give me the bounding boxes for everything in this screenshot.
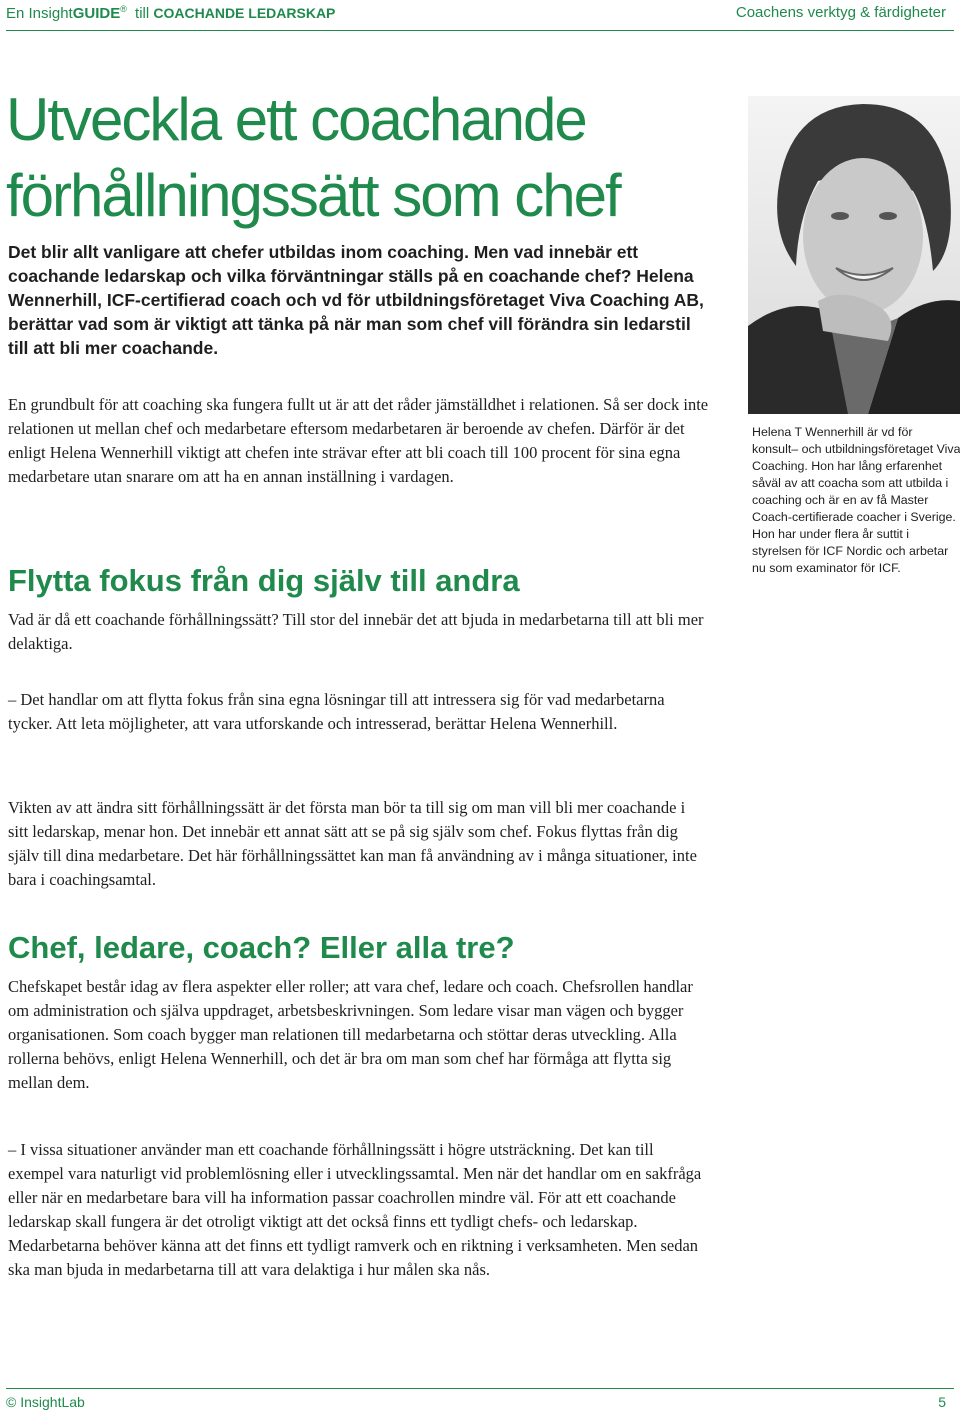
page-number: 5 [938,1394,946,1410]
header-divider [6,30,954,31]
section-heading-fokus: Flytta fokus från dig själv till andra [8,563,520,598]
brand-prefix: En Insight [6,5,73,22]
section-heading-chef-ledare-coach: Chef, ledare, coach? Eller alla tre? [8,930,515,965]
chapter-name: Coachens verktyg & färdigheter [735,4,946,21]
intro-paragraph: En grundbult för att coaching ska fungera fullt ut är att det råder jämställdhet i relationen. Så ser dock inte relationen ut mellan chef och medarbetare eftersom medarbetaren är beroende av chefen. Därför är det enligt Helena Wennerhill viktigt att chefen inte strävar efter att bli coach till 100 procent för sina egna medarbetare utan snarare om att ha en annan inställning i vardagen. [8,395,709,486]
title-line-2: förhållningssätt som chef [6,162,620,229]
section2-paragraph-2: – I vissa situationer använder man ett coachande förhållningssätt i högre utsträckning. Det kan till exempel vara naturligt vid problemlösning eller i utvecklingssamtal. Men när det handlar om en sakfråga eller när en medarbetare bara vill ha information passar coachrollen mindre väl. För att ett coachande ledarskap skall fungera är det otroligt viktigt att det också finns ett tydligt chefs- och ledarskap. Medarbetarna behöver känna att det finns ett tydligt ramverk och en riktning i verksamheten. Men sedan ska man bjuda in medarbetarna till att vara delaktiga i hur målen ska nås. [8,1140,702,1279]
section2-paragraph-1: Chefskapet består idag av flera aspekter eller roller; att vara chef, ledare och coach. Chefsrollen handlar om administration och själva uppdraget, arbetsbeskrivningen. Som ledare visar man vägen och bygger organisationen. Som coach bygger man relationen till medarbetarna och stöttar deras utveckling. Alla rollerna behövs, enligt Helena Wennerhill, och det är bra om man som chef har förmåga att flytta sig mellan dem. [8,977,693,1092]
section1-paragraph-3: Vikten av att ändra sitt förhållningssätt är det första man bör ta till sig om man vill bli mer coachande i sitt ledarskap, menar hon. Det innebär ett annat sätt att se på sig själv som chef. Fokus flyttas från dig själv till dina medarbetare. Det här förhållningssättet kan man få användning av i många situationer, inte bara i coachingsamtal. [8,798,697,889]
lead-paragraph: Det blir allt vanligare att chefer utbildas inom coaching. Men vad innebär ett coachande ledarskap och vilka förväntningar ställs på en coachande chef? Helena Wennerhill, ICF-certifierad coach och vd för utbildningsföretaget Viva Coaching AB, berättar vad som är viktigt att tänka på när man som chef vill förändra sin ledarstil till att bli mer coachande. [8,242,704,358]
photo-caption: Helena T Wennerhill är vd för konsult– och utbildningsföretaget Viva Coaching. Hon har lång erfarenhet såväl av att coacha som att utbilda i coaching och är en av få Master Coach-certifierade coacher i Sverige. Hon har under flera år suttit i styrelsen för ICF Nordic och arbetar nu som examinator för ICF. [752,425,960,575]
registered-mark: ® [120,4,127,14]
footer-copyright: © InsightLab [6,1394,85,1410]
footer-divider [6,1388,954,1389]
publication-title [6,4,335,22]
section-name: COACHANDE LEDARSKAP [153,5,336,21]
section1-paragraph-2: – Det handlar om att flytta fokus från sina egna lösningar till att intressera sig för vad medarbetarna tycker. Att leta möjligheter, att vara utforskande och intresserad, berättar Helena Wennerhill. [8,690,665,733]
title-line-1: Utveckla ett coachande [6,86,586,153]
portrait-photo [748,96,960,414]
page-header [0,0,960,28]
brand-guide: GUIDE [72,5,121,22]
page-title [6,82,736,234]
section1-paragraph-1: Vad är då ett coachande förhållningssätt? Till stor del innebär det att bjuda in medarbetarna till att bli mer delaktiga. [8,610,704,653]
brand-till: till [135,5,150,22]
